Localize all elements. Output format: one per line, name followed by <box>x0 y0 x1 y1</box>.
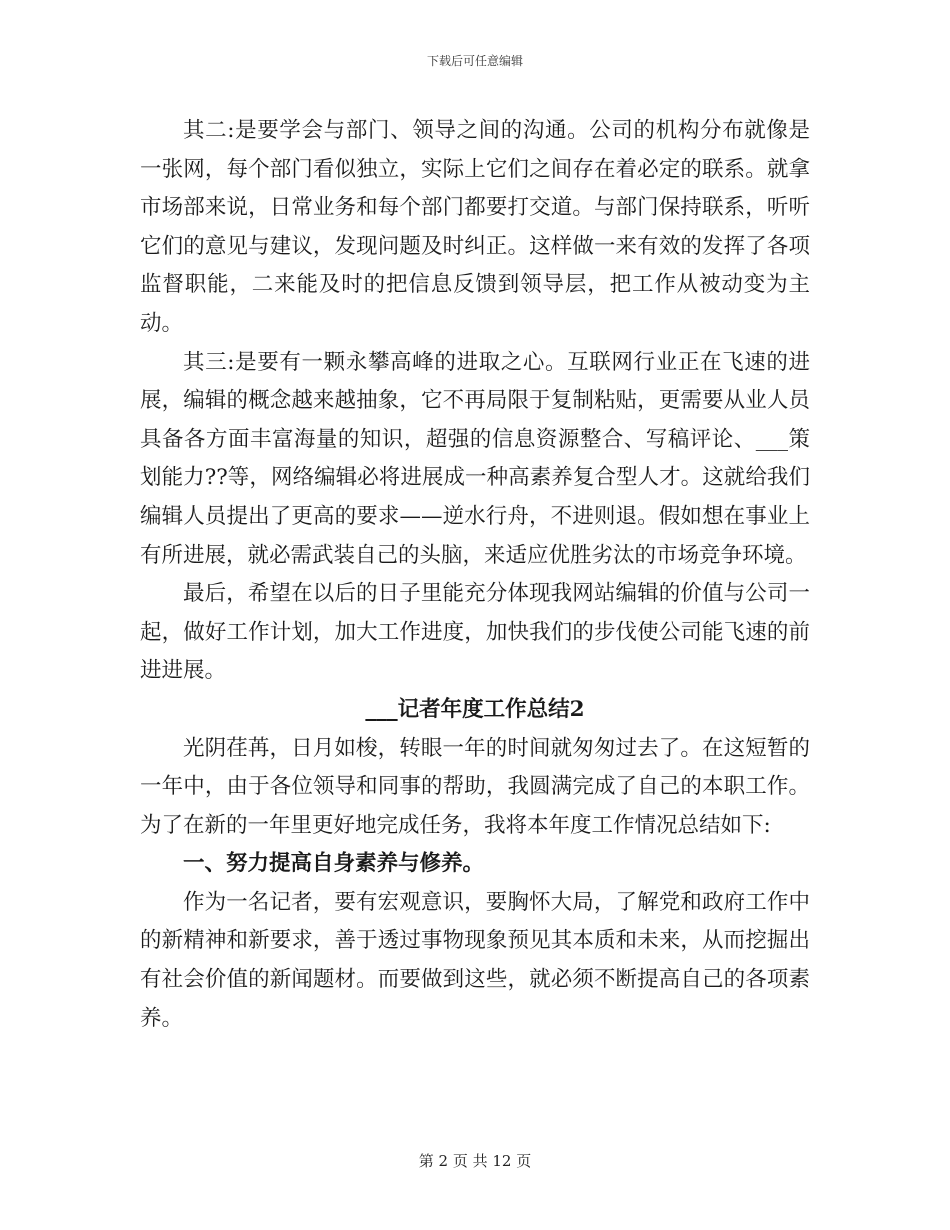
paragraph-intro: 光阴荏苒，日月如梭，转眼一年的时间就匆匆过去了。在这短暂的一年中，由于各位领导和同事的帮助，我圆满完成了自己的本职工作。为了在新的一年里更好地完成任务，我将本年度工作情况总结如下: <box>140 735 810 838</box>
subheading-1: 一、努力提高自身素养与修养。 <box>183 851 485 877</box>
section-title: ___记者年度工作总结2 <box>365 696 585 722</box>
paragraph-conclusion: 最后，希望在以后的日子里能充分体现我网站编辑的价值与公司一起，做好工作计划，加大工作进度，加快我们的步伐使公司能飞速的前进进展。 <box>140 581 810 684</box>
document-body <box>140 112 810 1038</box>
page-header-note: 下载后可任意编辑 <box>426 54 523 68</box>
paragraph-second-point: 其二:是要学会与部门、领导之间的沟通。公司的机构分布就像是一张网，每个部门看似独立，实际上它们之间存在着必定的联系。就拿市场部来说，日常业务和每个部门都要打交道。与部门保持联系，听听它们的意见与建议，发现问题及时纠正。这样做一来有效的发挥了各项监督职能，二来能及时的把信息反馈到领导层，把工作从被动变为主动。 <box>140 118 810 336</box>
paragraph-third-point: 其三:是要有一颗永攀高峰的进取之心。互联网行业正在飞速的进展，编辑的概念越来越抽象，它不再局限于复制粘贴，更需要从业人员具备各方面丰富海量的知识，超强的信息资源整合、写稿评论、___策划能力??等，网络编辑必将进展成一种高素养复合型人才。这就给我们编辑人员提出了更高的要求——逆水行舟，不进则退。假如想在事业上有所进展，就必需武装自己的头脑，来适应优胜劣汰的市场竞争环境。 <box>140 349 810 568</box>
page-footer-number: 第 2 页 共 12 页 <box>418 1152 532 1170</box>
paragraph-1: 作为一名记者，要有宏观意识，要胸怀大局，了解党和政府工作中的新精神和新要求，善于透过事物现象预见其本质和未来，从而挖掘出有社会价值的新闻题材。而要做到这些，就必须不断提高自己的各项素养。 <box>140 889 810 1031</box>
